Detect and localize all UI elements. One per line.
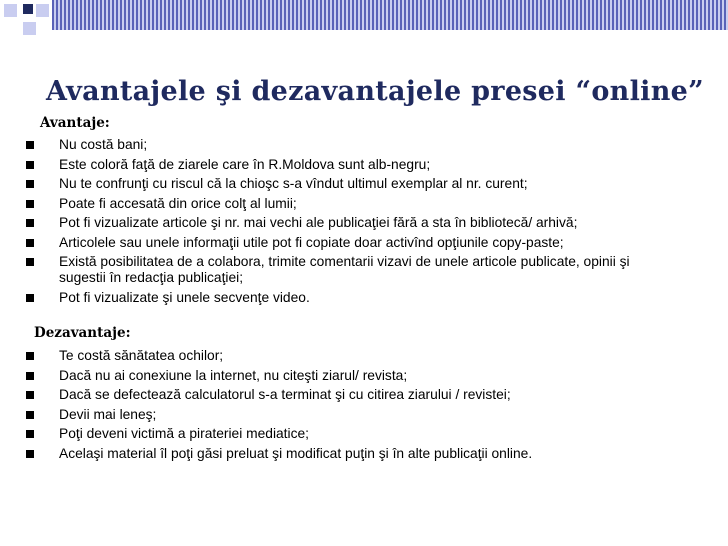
- square-bullet-icon: [26, 352, 34, 360]
- banner-square: [4, 4, 17, 17]
- list-item-text: Nu costă bani;: [59, 137, 148, 152]
- list-item-text: Poate fi accesată din orice colţ al lumii;: [59, 195, 297, 211]
- square-bullet-icon: [26, 200, 34, 208]
- list-item: [0, 446, 679, 462]
- square-bullet-icon: [26, 372, 34, 380]
- list-item-text: Articolele sau unele informaţii utile pot fi copiate doar activînd opţiunile copy-paste;: [59, 234, 564, 250]
- list-item: [0, 290, 679, 306]
- list-item: [0, 348, 679, 364]
- square-bullet-icon: [26, 239, 34, 247]
- list-item: [0, 387, 679, 403]
- banner-stripe: [52, 0, 728, 30]
- list-item-text: Poţi deveni victimă a pirateriei mediatice;: [59, 426, 309, 441]
- square-bullet-icon: [26, 161, 34, 169]
- square-bullet-icon: [26, 141, 34, 149]
- banner-square: [23, 22, 36, 35]
- square-bullet-icon: [26, 294, 34, 302]
- square-bullet-icon: [26, 391, 34, 399]
- list-item-text: Pot fi vizualizate şi unele secvenţe video.: [59, 289, 310, 305]
- list-item: [0, 137, 679, 153]
- list-item-text: Dacă se defectează calculatorul s-a terminat şi cu citirea ziarului / revistei;: [59, 387, 511, 402]
- list-item-text: Nu te confrunţi cu riscul că la chioşc s-a vîndut ultimul exemplar al nr. curent;: [59, 176, 528, 191]
- square-bullet-icon: [26, 450, 34, 458]
- list-item-text: Acelaşi material îl poţi găsi preluat şi modificat puţin şi în alte publicaţii online.: [59, 445, 533, 461]
- advantages-heading: Avantaje:: [40, 115, 110, 131]
- list-item-text: Te costă sănătatea ochilor;: [59, 348, 224, 363]
- list-item: [0, 215, 679, 231]
- slide-title: Avantajele şi dezavantajele presei “online”: [46, 76, 704, 107]
- list-item: [0, 176, 679, 192]
- list-item-text: Devii mai leneş;: [59, 406, 157, 422]
- disadvantages-list: [0, 348, 679, 465]
- advantages-list: [0, 137, 679, 309]
- list-item: [0, 235, 679, 251]
- list-item: [0, 426, 679, 442]
- list-item-text: Pot fi vizualizate articole şi nr. mai vechi ale publicaţiei fără a sta în bibliotecă/ arhivă;: [59, 215, 578, 230]
- list-item-text: Există posibilitatea de a colabora, trimite comentarii vizavi de unele articole publicate, opinii şi sugestii în redacţia publicaţiei;: [59, 254, 630, 285]
- disadvantages-heading: Dezavantaje:: [34, 325, 131, 341]
- banner-square: [23, 4, 33, 14]
- square-bullet-icon: [26, 411, 34, 419]
- slide-banner: [0, 0, 728, 46]
- list-item: [0, 368, 679, 384]
- list-item-text: Este coloră faţă de ziarele care în R.Moldova sunt alb-negru;: [59, 156, 431, 172]
- list-item-text: Dacă nu ai conexiune la internet, nu citeşti ziarul/ revista;: [59, 367, 408, 383]
- banner-square: [36, 4, 49, 17]
- square-bullet-icon: [26, 430, 34, 438]
- list-item: [0, 407, 679, 423]
- square-bullet-icon: [26, 258, 34, 266]
- list-item: [0, 157, 679, 173]
- list-item: [0, 254, 679, 286]
- square-bullet-icon: [26, 219, 34, 227]
- square-bullet-icon: [26, 180, 34, 188]
- list-item: [0, 196, 679, 212]
